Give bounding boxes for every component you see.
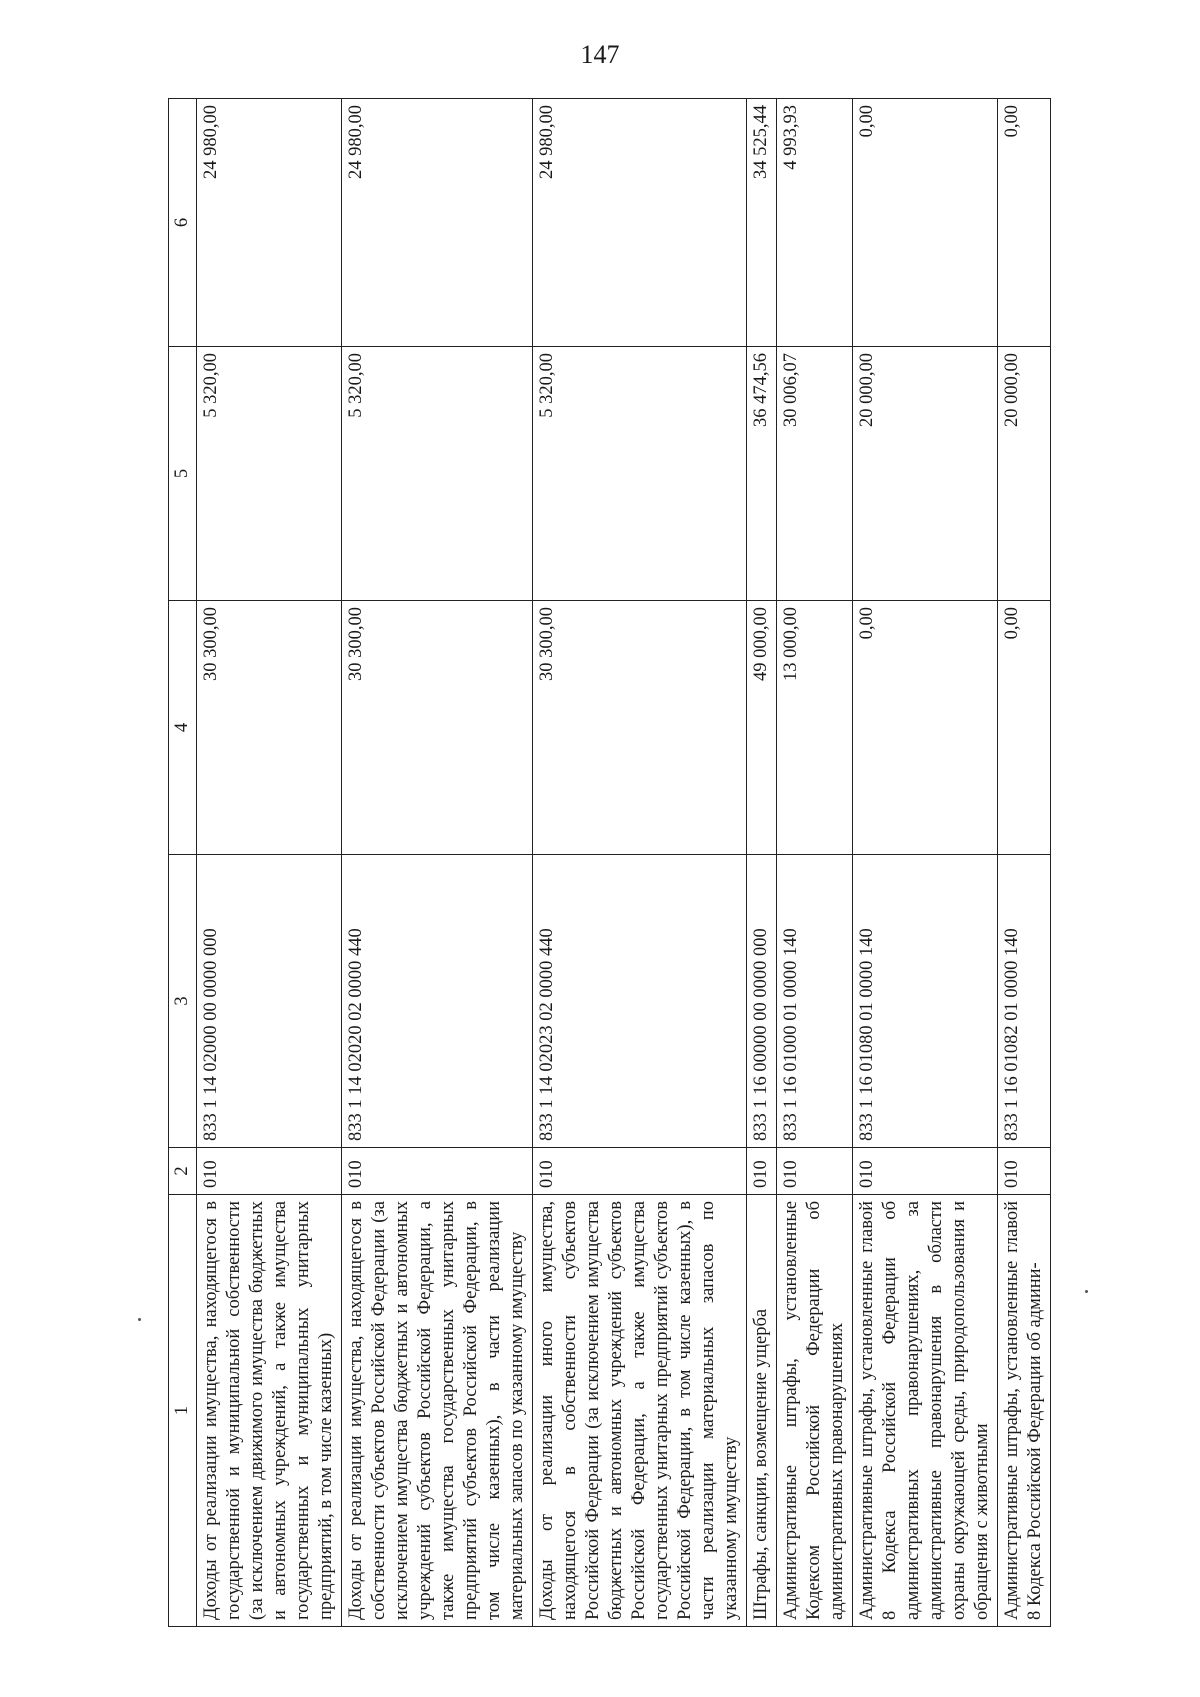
amount-col6: 4 993,93 xyxy=(777,99,853,347)
amount-col5: 36 474,56 xyxy=(747,347,777,601)
column-header: 1 xyxy=(169,1195,197,1627)
revenue-description: Штрафы, санкции, возмещение ущерба xyxy=(747,1195,777,1627)
admin-code: 010 xyxy=(533,1148,747,1195)
amount-col4: 30 300,00 xyxy=(342,601,533,855)
amount-col4: 30 300,00 xyxy=(533,601,747,855)
admin-code: 010 xyxy=(853,1148,998,1195)
amount-col5: 20 000,00 xyxy=(853,347,998,601)
amount-col6: 24 980,00 xyxy=(533,99,747,347)
classification-code: 833 1 14 02023 02 0000 440 xyxy=(533,855,747,1148)
budget-revenue-table xyxy=(168,98,1051,1627)
revenue-description: Административные штрафы, установленные главой 8 Кодекса Российской Федерации об админи- xyxy=(998,1195,1051,1627)
classification-code: 833 1 14 02000 00 0000 000 xyxy=(197,855,342,1148)
table-header-row xyxy=(169,99,197,1627)
amount-col5: 5 320,00 xyxy=(533,347,747,601)
column-header: 3 xyxy=(169,855,197,1148)
table-row xyxy=(197,99,342,1627)
classification-code: 833 1 16 01080 01 0000 140 xyxy=(853,855,998,1148)
table-row xyxy=(998,99,1051,1627)
table-row xyxy=(747,99,777,1627)
amount-col5: 30 006,07 xyxy=(777,347,853,601)
column-header: 2 xyxy=(169,1148,197,1195)
amount-col6: 0,00 xyxy=(853,99,998,347)
classification-code: 833 1 14 02020 02 0000 440 xyxy=(342,855,533,1148)
revenue-description: Доходы от реализации имущества, находящегося в государственной и муниципальной собственности (за исключением движимого имущества бюджетных и автономных учреждений, а также имущества государственных и муниципальных унитарных предприятий, в том числе казенных) xyxy=(197,1195,342,1627)
column-header: 5 xyxy=(169,347,197,601)
amount-col6: 0,00 xyxy=(998,99,1051,347)
table-row xyxy=(853,99,998,1627)
rotated-table-container xyxy=(168,99,1066,1627)
admin-code: 010 xyxy=(197,1148,342,1195)
page-number: 147 xyxy=(580,40,620,69)
amount-col5: 5 320,00 xyxy=(197,347,342,601)
amount-col5: 20 000,00 xyxy=(998,347,1051,601)
amount-col4: 49 000,00 xyxy=(747,601,777,855)
amount-col4: 30 300,00 xyxy=(197,601,342,855)
amount-col4: 0,00 xyxy=(853,601,998,855)
scan-speck xyxy=(138,1318,141,1321)
column-header: 4 xyxy=(169,601,197,855)
revenue-description: Доходы от реализации иного имущества, находящегося в собственности субъектов Российской Федерации (за исключением имущества бюджетных и автономных учреждений субъектов Российской Федерации, а также имущества государственных унитарных предприятий субъектов Российской Федерации, в том числе казенных), в части реализации материальных запасов по указанному имуществу xyxy=(533,1195,747,1627)
table-row xyxy=(342,99,533,1627)
table-row xyxy=(777,99,853,1627)
amount-col6: 24 980,00 xyxy=(342,99,533,347)
amount-col6: 34 525,44 xyxy=(747,99,777,347)
table-row xyxy=(533,99,747,1627)
classification-code: 833 1 16 01000 01 0000 140 xyxy=(777,855,853,1148)
scan-speck xyxy=(1085,1290,1088,1293)
revenue-description: Административные штрафы, установленные Кодексом Российской Федерации об административных правонарушениях xyxy=(777,1195,853,1627)
admin-code: 010 xyxy=(747,1148,777,1195)
amount-col6: 24 980,00 xyxy=(197,99,342,347)
amount-col5: 5 320,00 xyxy=(342,347,533,601)
admin-code: 010 xyxy=(998,1148,1051,1195)
amount-col4: 0,00 xyxy=(998,601,1051,855)
classification-code: 833 1 16 01082 01 0000 140 xyxy=(998,855,1051,1148)
revenue-description: Административные штрафы, установленные главой 8 Кодекса Российской Федерации об административных правонарушениях, за административные правонарушения в области охраны окружающей среды, природопользования и обращения с животными xyxy=(853,1195,998,1627)
column-header: 6 xyxy=(169,99,197,347)
revenue-description: Доходы от реализации имущества, находящегося в собственности субъектов Российской Федерации (за исключением имущества бюджетных и автономных учреждений субъектов Российской Федерации, а также имущества государственных унитарных предприятий субъектов Российской Федерации, в том числе казенных), в части реализации материальных запасов по указанному имуществу xyxy=(342,1195,533,1627)
amount-col4: 13 000,00 xyxy=(777,601,853,855)
admin-code: 010 xyxy=(777,1148,853,1195)
classification-code: 833 1 16 00000 00 0000 000 xyxy=(747,855,777,1148)
admin-code: 010 xyxy=(342,1148,533,1195)
